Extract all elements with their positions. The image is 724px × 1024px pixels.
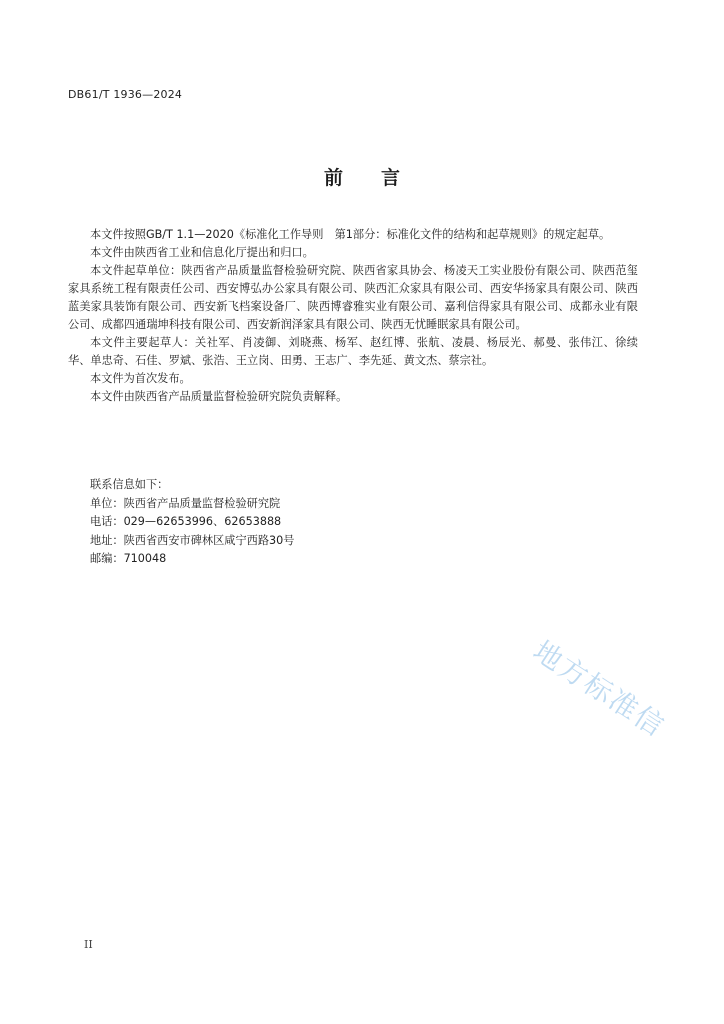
paragraph-interpretation: 本文件由陕西省产品质量监督检验研究院负责解释。 [90,390,348,403]
contact-info [90,476,294,569]
standard-code: DB61/T 1936—2024 [68,88,183,101]
contact-heading: 联系信息如下： [90,478,169,491]
paragraph-main-drafters: 本文件主要起草人：关社军、肖凌御、刘晓燕、杨军、赵红博、张航、凌晨、杨辰光、郝曼、张伟江、徐续华、单忠奇、石佳、罗斌、张浩、王立岗、田勇、王志广、李先延、黄文杰、蔡宗社。 [68,336,638,367]
contact-unit: 单位：陕西省产品质量监督检验研究院 [90,496,281,510]
paragraph-first-release: 本文件为首次发布。 [90,372,191,385]
foreword-body [68,226,638,406]
page-title: 前 言 [323,167,400,189]
paragraph-drafting-units: 本文件起草单位：陕西省产品质量监督检验研究院、陕西省家具协会、杨凌天工实业股份有限公司、陕西范玺家具系统工程有限责任公司、西安博弘办公家具有限公司、陕西汇众家具有限公司、西安华扬家具有限公司、陕西蓝美家具装饰有限公司、西安新飞档案设备厂、陕西博睿雅实业有限公司、嘉利信得家具有限公司、成都永业有限公司、成都四通瑞坤科技有限公司、西安新润泽家具有限公司、陕西无忧睡眠家具有限公司。 [68,264,638,331]
paragraph-proposer: 本文件由陕西省工业和信息化厅提出和归口。 [90,246,314,259]
contact-phone: 电话：029—62653996、62653888 [90,515,282,528]
watermark: 地方标准信 [527,634,672,744]
contact-address: 地址：陕西省西安市碑林区咸宁西路30号 [90,533,295,547]
page-number: II [84,938,93,951]
paragraph-drafting-rules: 本文件按照GB/T 1.1—2020《标准化工作导则 第1部分：标准化文件的结构和起草规则》的规定起草。 [90,228,611,241]
contact-postcode: 邮编：710048 [90,552,167,565]
